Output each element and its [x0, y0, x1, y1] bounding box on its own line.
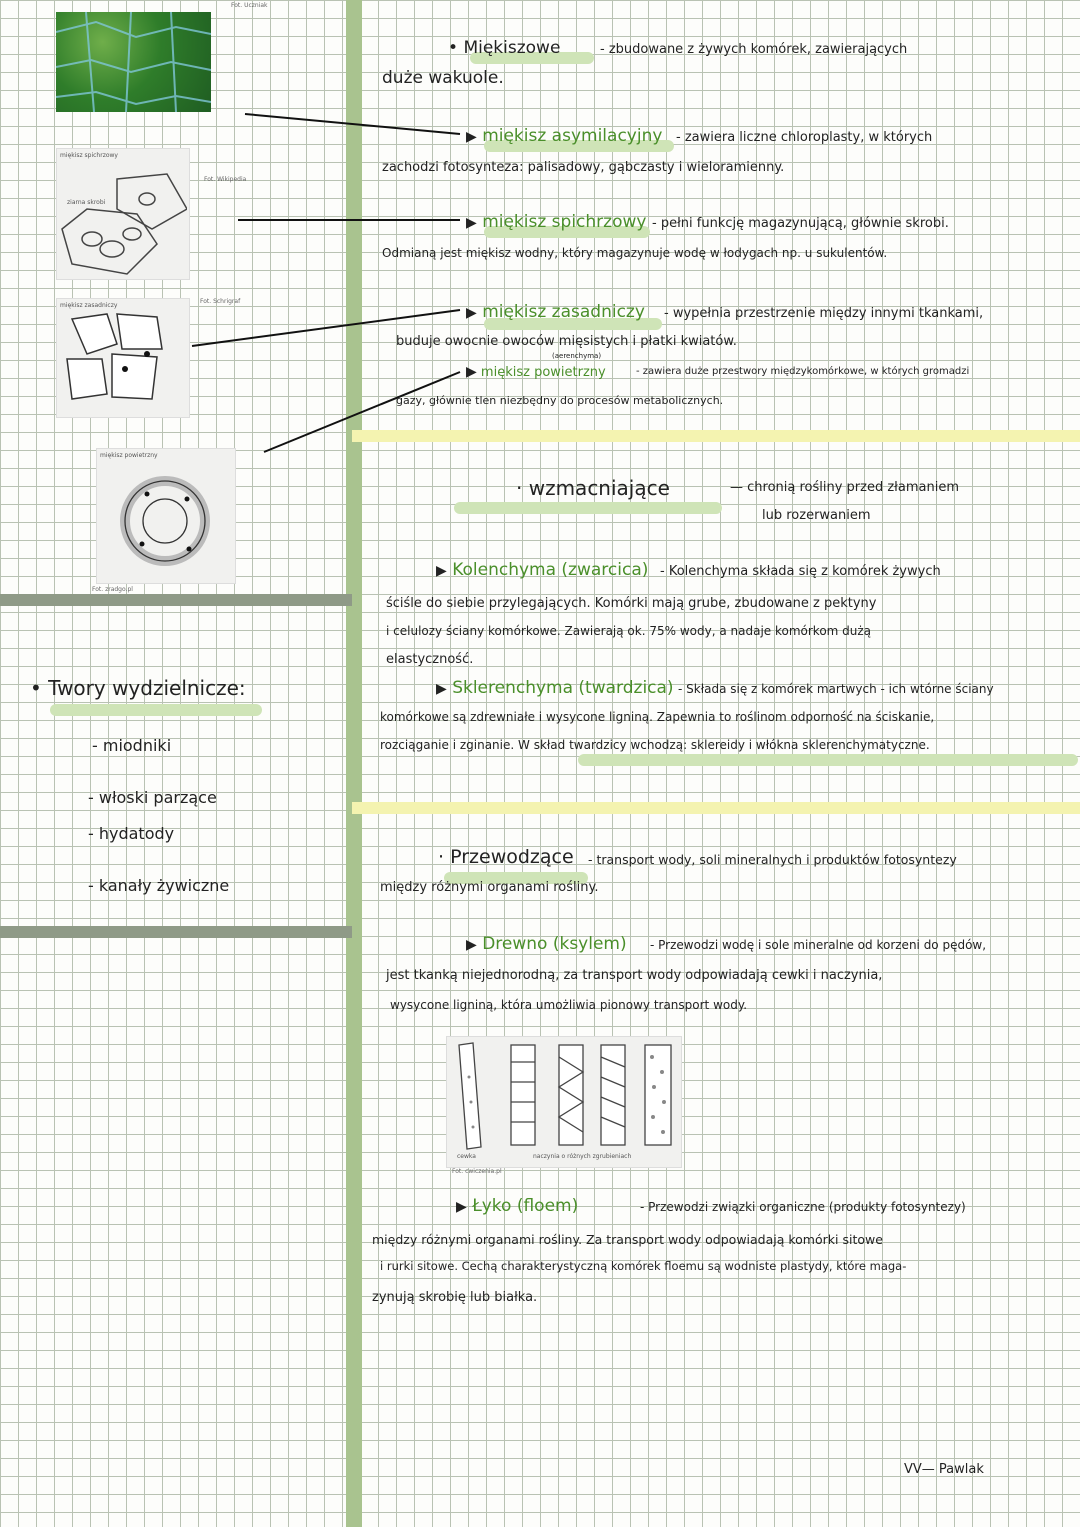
secretory-item-3: - hydatody: [88, 824, 175, 843]
air-heading: [466, 364, 606, 381]
caption-storage: miękisz spichrzowy: [60, 152, 118, 159]
photo-credit-top: Fot. Uczniak: [231, 2, 268, 9]
parenchyma-heading: • Miękiszowe: [448, 38, 561, 58]
arrow-icon: ▶: [466, 937, 477, 953]
col-heading: [436, 560, 648, 580]
caption-basic: miękisz zasadniczy: [60, 302, 118, 309]
caption-tracheid: cewka: [457, 1153, 476, 1160]
assim-line-2: zachodzi fotosynteza: palisadowy, gąbczasty i wieloramienny.: [382, 160, 785, 175]
scl-line-3: rozciąganie i zginanie. W skład twardzicy wchodzą: sklereidy i włókna sklerenchymatyczne.: [380, 738, 930, 752]
secretory-item-2: - włoski parzące: [88, 788, 217, 807]
left-divider-2: [0, 926, 352, 938]
xylem-drawing: [447, 1037, 679, 1165]
secretory-heading: • Twory wydzielnicze:: [30, 676, 246, 700]
hl-scl: [578, 754, 1078, 766]
scl-heading: [436, 678, 674, 698]
phloem-line-2: między różnymi organami rośliny. Za transport wody odpowiadają komórki sitowe: [372, 1232, 883, 1247]
strengthening-desc-2: lub rozerwaniem: [762, 508, 871, 523]
phloem-heading: [456, 1196, 578, 1216]
photo-air-parenchyma: [96, 448, 236, 584]
assim-line-1: - zawiera liczne chloroplasty, w których: [676, 130, 933, 145]
phloem-line-3: i rurki sitowe. Cechą charakterystyczną komórek floemu są wodniste plastydy, które maga-: [380, 1259, 907, 1273]
hl-strengthening: [454, 502, 722, 514]
photo-xylem-elements: [446, 1036, 682, 1168]
assim-heading: [466, 126, 662, 146]
basic-title: miękisz zasadniczy: [482, 302, 645, 322]
storage-line-1: - pełni funkcję magazynującą, głównie skrobi.: [652, 216, 949, 231]
section-divider-2: [352, 802, 1080, 814]
phloem-line-4: zynują skrobię lub białka.: [372, 1290, 538, 1305]
secretory-title: Twory wydzielnicze:: [48, 676, 246, 700]
air-title: miękisz powietrzny: [480, 365, 606, 380]
conducting-desc-1: - transport wody, soli mineralnych i produktów fotosyntezy: [588, 852, 957, 867]
arrow-icon: ▶: [466, 364, 477, 380]
xylem-line-1: - Przewodzi wodę i sole mineralne od korzeni do pędów,: [650, 938, 987, 952]
secretory-item-4: - kanały żywiczne: [88, 876, 230, 895]
left-divider-1: [0, 594, 352, 606]
air-line-1: - zawiera duże przestwory międzykomórkowe, w których gromadzi: [636, 366, 970, 377]
photo-credit-xylem: Fot. cwiczenia.pl: [452, 1168, 502, 1175]
arrow-icon: ▶: [436, 563, 447, 579]
parenchyma-desc-1: - zbudowane z żywych komórek, zawierających: [600, 42, 908, 57]
basic-line-1: - wypełnia przestrzenie między innymi tkankami,: [664, 306, 984, 321]
phloem-line-1: - Przewodzi związki organiczne (produkty fotosyntezy): [640, 1200, 966, 1214]
assim-title: miękisz asymilacyjny: [482, 126, 663, 146]
conducting-heading: · Przewodzące: [438, 846, 574, 868]
storage-title: miękisz spichrzowy: [482, 212, 647, 232]
arrow-icon: ▶: [466, 215, 477, 231]
caption-starch: ziarna skrobi: [67, 199, 106, 206]
caption-air: miękisz powietrzny: [100, 452, 158, 459]
phloem-title: Łyko (floem): [472, 1196, 579, 1216]
conducting-desc-2: między różnymi organami rośliny.: [380, 880, 599, 895]
arrow-icon: ▶: [466, 305, 477, 321]
arrow-icon: ▶: [436, 681, 447, 697]
hl-secretory: [50, 704, 262, 716]
scl-line-1: - Składa się z komórek martwych - ich wtórne ściany: [678, 682, 994, 696]
air-line-2: gazy, głównie tlen niezbędny do procesów metabolicznych.: [396, 394, 724, 407]
xylem-line-3: wysycone ligniną, która umożliwia pionowy transport wody.: [390, 998, 748, 1012]
scl-line-2: komórkowe są zdrewniałe i wysycone ligniną. Zapewnia to roślinom odporność na ściskanie,: [380, 710, 935, 724]
secretory-item-label: miodniki: [102, 736, 172, 755]
arrow-icon: ▶: [456, 1199, 467, 1215]
parenchyma-title: Miękiszowe: [463, 38, 561, 58]
secretory-item-label: kanały żywiczne: [98, 876, 230, 895]
col-line-2: ściśle do siebie przylegających. Komórki mają grube, zbudowane z pektyny: [386, 596, 877, 611]
basic-heading: [466, 302, 645, 322]
caption-vessels: naczynia o różnych zgrubieniach: [533, 1153, 632, 1160]
strengthening-heading: · wzmacniające: [516, 476, 670, 500]
parenchyma-desc-2: duże wakuole.: [382, 68, 504, 88]
secretory-item-label: włoski parzące: [98, 788, 217, 807]
storage-heading: [466, 212, 646, 232]
secretory-item-1: - miodniki: [92, 736, 172, 755]
storage-line-2: Odmianą jest miękisz wodny, który magazynuje wodę w łodygach np. u sukulentów.: [382, 246, 888, 260]
strengthening-title: wzmacniające: [528, 476, 670, 500]
col-title: Kolenchyma (zwarcica): [452, 560, 649, 580]
photo-credit-air: Fot. zradgo.pl: [92, 586, 133, 593]
col-line-4: elastyczność.: [386, 652, 474, 667]
arrow-icon: ▶: [466, 129, 477, 145]
xylem-title: Drewno (ksylem): [482, 934, 627, 954]
strengthening-desc-1: — chronią rośliny przed złamaniem: [730, 480, 959, 495]
basic-line-2: buduje owocnie owoców mięsistych i płatki kwiatów.: [396, 334, 737, 349]
xylem-line-2: jest tkanką niejednorodną, za transport wody odpowiadają cewki i naczynia,: [386, 968, 883, 983]
air-cells-drawing: [97, 449, 233, 581]
secretory-item-label: hydatody: [98, 824, 175, 843]
scl-title: Sklerenchyma (twardzica): [452, 678, 674, 698]
photo-credit-basic: Fot. Schrigraf: [200, 298, 241, 305]
signature: VV— Pawlak: [904, 1462, 984, 1477]
xylem-heading: [466, 934, 627, 954]
col-line-3: i celulozy ściany komórkowe. Zawierają ok. 75% wody, a nadaje komórkom dużą: [386, 624, 872, 638]
air-note: (aerenchyma): [552, 352, 602, 360]
col-line-1: - Kolenchyma składa się z komórek żywych: [660, 564, 941, 579]
conducting-title: Przewodzące: [450, 846, 574, 868]
photo-credit-storage: Fot. Wikipedia: [204, 176, 247, 183]
